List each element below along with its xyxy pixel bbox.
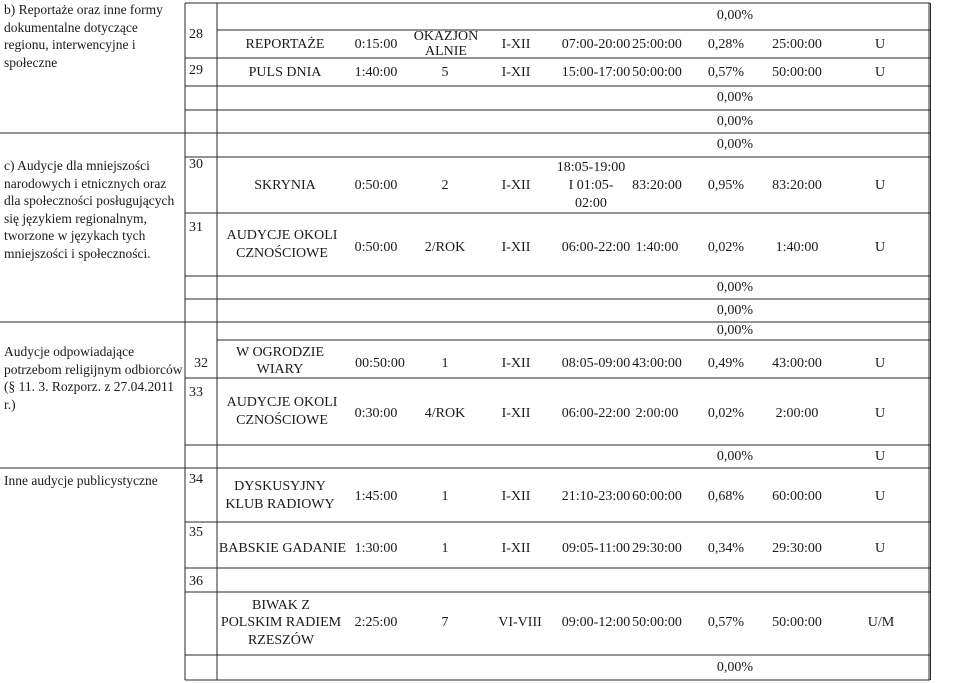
category-inne-publicystyczne: Inne audycje publicystyczne <box>4 473 158 488</box>
row-total-2: 29:30:00 <box>772 541 822 557</box>
row-duration: 2:25:00 <box>354 615 398 631</box>
row-frequency: 1 <box>441 541 449 557</box>
row-total-2: 83:20:00 <box>772 178 822 194</box>
category-mniejszosci: c) Audycje dla mniejszości narodowych i etnicznych oraz dla społeczności posługujących się językiem regionalnym, tworzone w językach tych mniejszości i społeczności. <box>4 158 175 261</box>
row-duration: 0:30:00 <box>354 406 398 422</box>
row-duration: 1:40:00 <box>354 64 398 80</box>
row-months: I-XII <box>501 356 531 372</box>
row-frequency: 4/ROK <box>424 406 466 422</box>
row-percent: 0,28% <box>707 36 745 52</box>
row-total: 50:00:00 <box>632 615 682 631</box>
row-frequency: 7 <box>441 615 449 631</box>
row-number-34: 34 <box>189 472 203 487</box>
category-reportaze: b) Reportaże oraz inne formy dokumentalne dotyczące regionu, interwencyjne i społeczne <box>4 2 163 70</box>
row-total: 1:40:00 <box>635 240 679 256</box>
row-flag: U <box>874 64 886 80</box>
row-percent: 0,57% <box>707 615 745 631</box>
row-percent: 0,57% <box>707 64 745 80</box>
row-duration: 00:50:00 <box>355 356 405 372</box>
row-title: REPORTAŻE <box>245 36 325 52</box>
row-months: I-XII <box>501 64 531 80</box>
row-hours: 21:10-23:00 <box>561 489 631 505</box>
row-hours: 09:05-11:00 <box>562 541 630 557</box>
row-flag: U <box>874 240 886 256</box>
subtotal-pct: 0,00% <box>716 660 754 676</box>
subtotal-pct: 0,00% <box>716 449 754 465</box>
row-months: I-XII <box>501 178 531 194</box>
row-total-2: 50:00:00 <box>772 64 822 80</box>
subtotal-pct: 0,00% <box>716 137 754 153</box>
row-months: I-XII <box>501 489 531 505</box>
row-title: AUDYCJE OKOLICZNOŚCIOWE <box>226 227 338 261</box>
row-hours: 18:05-19:00 I 01:05-02:00 <box>556 159 626 212</box>
row-frequency: 1 <box>441 489 449 505</box>
category-religijne: Audycje odpowiadające potrzebom religijnym odbiorców (§ 11. 3. Rozporz. z 27.04.2011 r.) <box>4 344 183 412</box>
row-duration: 0:15:00 <box>354 36 398 52</box>
row-hours: 06:00-22:00 <box>561 240 631 256</box>
row-percent: 0,95% <box>707 178 745 194</box>
row-total-2: 50:00:00 <box>772 615 822 631</box>
row-months: I-XII <box>501 240 531 256</box>
row-total: 83:20:00 <box>632 178 682 194</box>
row-total-2: 2:00:00 <box>775 406 819 422</box>
row-duration: 0:50:00 <box>354 240 398 256</box>
row-title: DYSKUSYJNY KLUB RADIOWY <box>225 478 335 512</box>
row-number-29: 29 <box>189 63 203 78</box>
row-total-2: 25:00:00 <box>772 36 822 52</box>
row-flag: U/M <box>867 615 895 631</box>
row-number-31: 31 <box>189 220 203 235</box>
row-duration: 1:30:00 <box>354 541 398 557</box>
row-flag: U <box>874 178 886 194</box>
row-hours: 08:05-09:00 <box>561 356 631 372</box>
row-percent: 0,02% <box>707 240 745 256</box>
row-frequency: 2 <box>441 178 449 194</box>
row-total-2: 60:00:00 <box>772 489 822 505</box>
row-frequency: OKAZJONALNIE <box>413 28 479 59</box>
row-flag: U <box>874 356 886 372</box>
row-duration: 1:45:00 <box>354 489 398 505</box>
row-number-33: 33 <box>189 385 203 400</box>
row-percent: 0,49% <box>707 356 745 372</box>
row-total: 25:00:00 <box>632 36 682 52</box>
row-frequency: 5 <box>441 64 449 80</box>
row-flag: U <box>874 541 886 557</box>
subtotal-flag: U <box>874 449 886 465</box>
row-hours: 15:00-17:00 <box>561 64 631 80</box>
subtotal-pct: 0,00% <box>716 323 754 339</box>
subtotal-pct: 0,00% <box>716 8 754 24</box>
row-total: 60:00:00 <box>632 489 682 505</box>
row-title: BIWAK Z POLSKIM RADIEM RZESZÓW <box>220 597 342 648</box>
row-percent: 0,68% <box>707 489 745 505</box>
row-months: I-XII <box>501 36 531 52</box>
row-total-2: 1:40:00 <box>775 240 819 256</box>
row-number-36: 36 <box>189 574 203 589</box>
row-hours: 06:00-22:00 <box>561 406 631 422</box>
row-number-32: 32 <box>194 356 208 371</box>
subtotal-pct: 0,00% <box>716 90 754 106</box>
subtotal-pct: 0,00% <box>716 114 754 130</box>
row-frequency: 2/ROK <box>424 240 466 256</box>
row-total: 29:30:00 <box>632 541 682 557</box>
row-hours: 09:00-12:00 <box>561 615 631 631</box>
row-duration: 0:50:00 <box>354 178 398 194</box>
row-percent: 0,02% <box>707 406 745 422</box>
row-total: 43:00:00 <box>632 356 682 372</box>
row-months: I-XII <box>501 541 531 557</box>
row-number-30: 30 <box>189 157 203 172</box>
row-frequency: 1 <box>441 356 449 372</box>
row-title: BABSKIE GADANIE <box>218 541 347 557</box>
subtotal-pct: 0,00% <box>716 303 754 319</box>
row-number-35: 35 <box>189 525 203 540</box>
row-title: AUDYCJE OKOLICZNOŚCIOWE <box>226 394 338 428</box>
row-hours: 07:00-20:00 <box>561 36 631 52</box>
row-flag: U <box>874 36 886 52</box>
row-total: 50:00:00 <box>632 64 682 80</box>
subtotal-pct: 0,00% <box>716 280 754 296</box>
row-title: PULS DNIA <box>248 64 322 80</box>
row-total: 2:00:00 <box>635 406 679 422</box>
row-title: W OGRODZIE WIARY <box>235 344 324 377</box>
row-title: SKRYNIA <box>254 178 316 194</box>
row-total-2: 43:00:00 <box>772 356 822 372</box>
row-percent: 0,34% <box>707 541 745 557</box>
row-months: I-XII <box>501 406 531 422</box>
row-number-28: 28 <box>189 27 203 42</box>
row-flag: U <box>874 489 886 505</box>
row-months: VI-VIII <box>498 615 542 631</box>
row-flag: U <box>874 406 886 422</box>
